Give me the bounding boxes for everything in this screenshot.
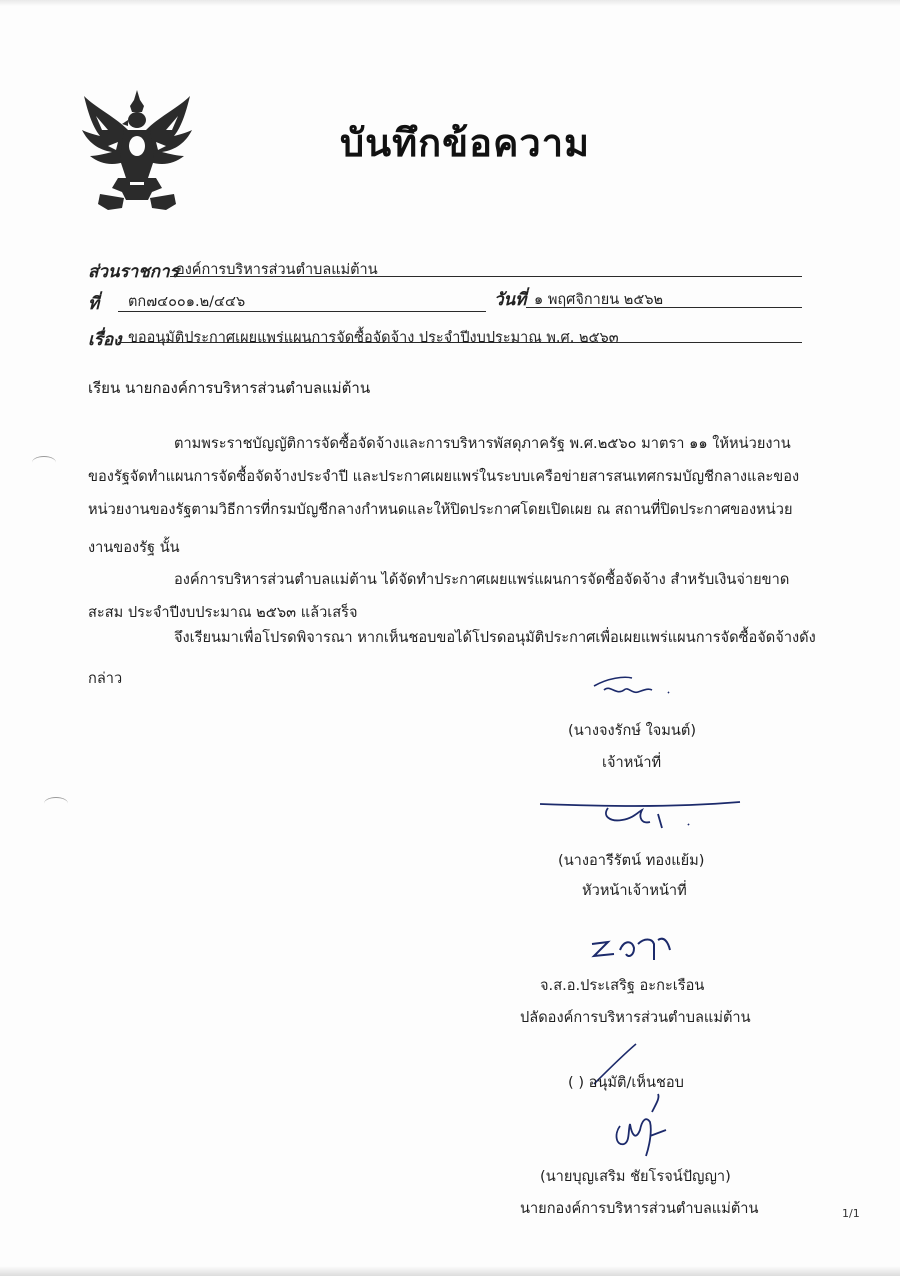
body-line: กล่าว [88,670,123,687]
body-line: จึงเรียนมาเพื่อโปรดพิจารณา หากเห็นชอบขอได้โปรดอนุมัติประกาศเพื่อเผยแพร่แผนการจัดซื้อจัดจ้างดัง [174,629,816,646]
agency-label: ส่วนราชการ [88,262,179,282]
body-line: ตามพระราชบัญญัติการจัดซื้อจัดจ้างและการบริหารพัสดุภาครัฐ พ.ศ.๒๕๖๐ มาตรา ๑๑ ให้หน่วยงาน [174,435,791,452]
body-line: สะสม ประจำปีงบประมาณ ๒๕๖๓ แล้วเสร็จ [88,604,358,621]
officer-signature-icon [588,668,678,708]
punch-hole-mark [32,456,56,469]
mayor-position: นายกองค์การบริหารส่วนตำบลแม่ต้าน [520,1200,759,1217]
scan-bottom-edge [0,1266,900,1276]
memo-title: บันทึกข้อความ [340,121,591,165]
scan-top-edge [0,0,900,6]
date-underline [526,307,802,308]
officer-position: เจ้าหน้าที่ [602,754,662,771]
page-number: 1/1 [842,1207,860,1220]
body-line: หน่วยงานของรัฐตามวิธีการที่กรมบัญชีกลางกำหนดและให้ปิดประกาศโดยเปิดเผย ณ สถานที่ปิดประกาศของหน่วย [88,501,793,518]
subject-value: ขออนุมัติประกาศเผยแพร่แผนการจัดซื้อจัดจ้าง ประจำปีงบประมาณ พ.ศ. ๒๕๖๓ [128,330,619,346]
subject-label: เรื่อง [88,330,122,350]
head-signature-icon [538,794,748,838]
officer-name: (นางจงรักษ์ ใจมนต์) [568,722,697,739]
clerk-signature-icon [588,930,678,968]
ref-label: ที่ [88,294,100,314]
salutation: เรียน นายกองค์การบริหารส่วนตำบลแม่ต้าน [88,379,371,397]
mayor-signature-icon [606,1090,676,1162]
date-label: วันที่ [494,290,527,310]
clerk-position: ปลัดองค์การบริหารส่วนตำบลแม่ต้าน [520,1009,751,1026]
date-value: ๑ พฤศจิกายน ๒๕๖๒ [534,292,664,308]
body-line: ของรัฐจัดทำแผนการจัดซื้อจัดจ้างประจำปี และประกาศเผยแพร่ในระบบเครือข่ายสารสนเทศกรมบัญชีกลางและของ [88,468,800,485]
agency-underline [170,276,802,277]
agency-value: องค์การบริหารส่วนตำบลแม่ต้าน [176,262,378,278]
head-position: หัวหน้าเจ้าหน้าที่ [582,882,687,899]
subject-underline [118,342,802,343]
ref-underline [118,311,486,312]
clerk-name: จ.ส.อ.ประเสริฐ อะกะเรือน [540,977,705,994]
body-line: งานของรัฐ นั้น [88,539,180,556]
punch-hole-mark [44,797,68,810]
garuda-emblem-icon [78,86,196,216]
mayor-name: (นายบุญเสริม ชัยโรจน์ปัญญา) [540,1168,731,1185]
body-line: องค์การบริหารส่วนตำบลแม่ต้าน ได้จัดทำประกาศเผยแพร่แผนการจัดซื้อจัดจ้าง สำหรับเงินจ่ายขาด [174,571,790,588]
approval-text: ( ) อนุมัติ/เห็นชอบ [568,1074,684,1091]
head-name: (นางอารีรัตน์ ทองแย้ม) [558,852,705,869]
ref-value: ตก๗๔๐๐๑.๒/๔๔๖ [128,294,246,310]
